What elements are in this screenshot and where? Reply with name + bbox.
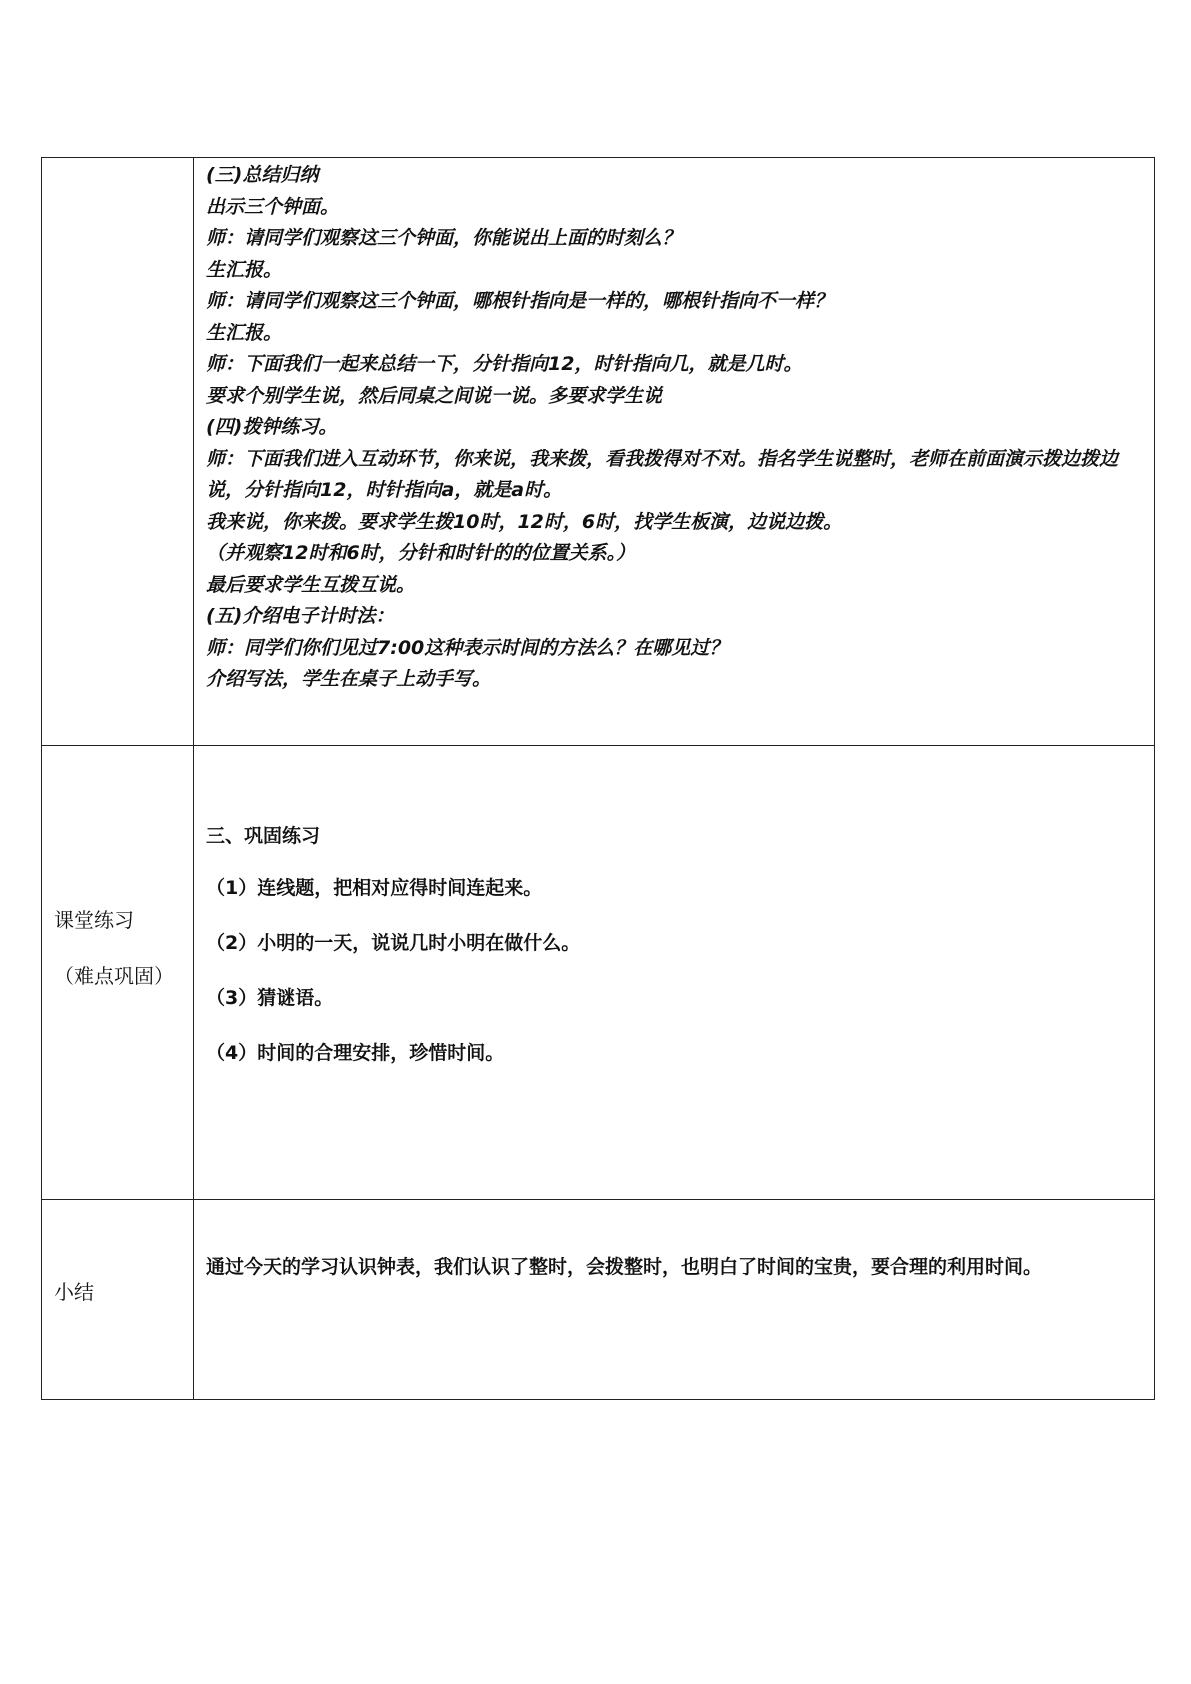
practice-label [42, 746, 193, 993]
lesson-plan-table [41, 157, 1155, 1400]
text-line: 生汇报。 [206, 258, 283, 281]
practice-label-subtitle: （难点巩固） [54, 964, 174, 988]
teaching-content [194, 158, 1154, 696]
practice-item: （4）时间的合理安排，珍惜时间。 [206, 1042, 505, 1064]
text-line: 要求个别学生说，然后同桌之间说一说。多要求学生说 [206, 384, 663, 407]
section-heading-digital-time: (五)介绍电子计时法： [206, 605, 395, 627]
text-line: 我来说，你来拨。要求学生拨10时，12时，6时，找学生板演，边说边拨。 [206, 510, 843, 533]
practice-item: （3）猜谜语。 [206, 987, 334, 1009]
text-line: 最后要求学生互拨互说。 [206, 573, 416, 596]
section-heading-summary: (三)总结归纳 [206, 164, 319, 186]
text-line: 师：同学们你们见过7:00这种表示时间的方法么？在哪见过？ [206, 636, 729, 659]
teaching-row [42, 158, 1155, 746]
practice-row [42, 746, 1155, 1200]
summary-row [42, 1200, 1155, 1400]
text-line: 师：下面我们进入互动环节，你来说，我来拨，看我拨得对不对。指名学生说整时，老师在前面演示拨边拨边说，分针指向12，时针指向a，就是a时。 [206, 447, 1119, 501]
text-line: （并观察12时和6时，分针和时针的的位置关系。） [206, 542, 636, 564]
practice-item: （2）小明的一天，说说几时小明在做什么。 [206, 932, 581, 954]
summary-text: 通过今天的学习认识钟表，我们认识了整时，会拨整时，也明白了时间的宝贵，要合理的利用时间。 [206, 1256, 1043, 1278]
practice-heading: 三、巩固练习 [206, 825, 321, 847]
practice-content-cell [194, 746, 1155, 1200]
text-line: 生汇报。 [206, 321, 283, 344]
practice-content [194, 746, 1154, 1066]
summary-label: 小结 [54, 1280, 94, 1304]
text-line: 介绍写法，学生在桌子上动手写。 [206, 668, 492, 690]
practice-label-title: 课堂练习 [54, 908, 134, 932]
teaching-content-cell [194, 158, 1155, 746]
text-line: 师：请同学们观察这三个钟面，你能说出上面的时刻么？ [206, 227, 682, 249]
section-heading-clock-practice: (四)拨钟练习。 [206, 416, 338, 438]
summary-content-cell [194, 1200, 1155, 1400]
text-line: 出示三个钟面。 [206, 195, 340, 218]
text-line: 师：下面我们一起来总结一下，分针指向12，时针指向几，就是几时。 [206, 353, 803, 375]
text-line: 师：请同学们观察这三个钟面，哪根针指向是一样的，哪根针指向不一样？ [206, 290, 834, 312]
summary-label-cell [42, 1200, 194, 1400]
practice-label-cell [42, 746, 194, 1200]
teaching-label-cell [42, 158, 194, 746]
practice-item: （1）连线题，把相对应得时间连起来。 [206, 877, 543, 899]
